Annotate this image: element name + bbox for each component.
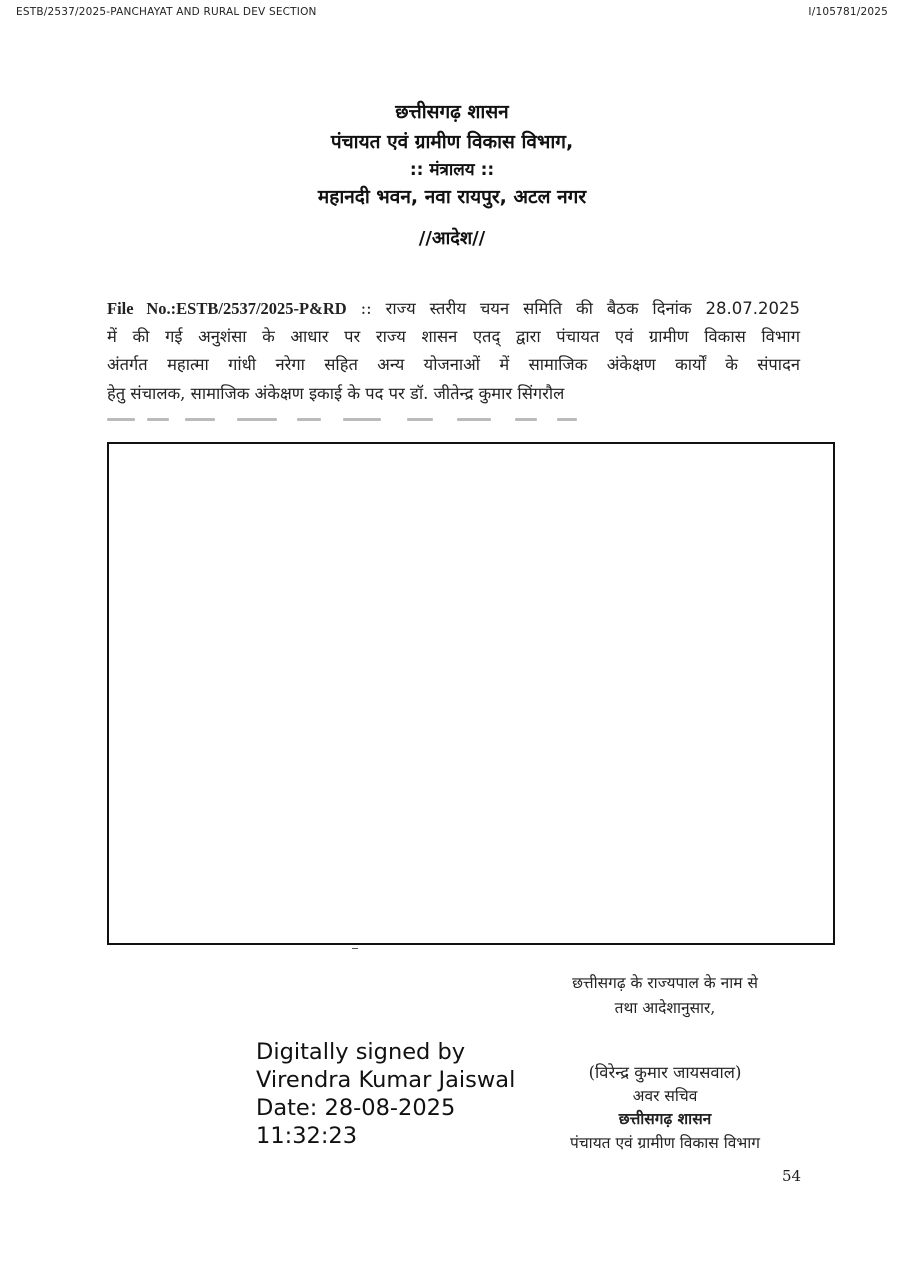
document-id-header: I/105781/2025 xyxy=(808,6,888,18)
ministry-title: :: मंत्रालय :: xyxy=(409,160,495,180)
order-body-line-1-text: :: राज्य स्तरीय चयन समिति की बैठक दिनांक xyxy=(346,299,706,318)
redaction-box xyxy=(107,442,835,945)
department-title: पंचायत एवं ग्रामीण विकास विभाग, xyxy=(330,131,574,153)
file-reference-header: ESTB/2537/2025-PANCHAYAT AND RURAL DEV SECTION xyxy=(16,6,317,18)
order-body-line-3: अंतर्गत महात्मा गांधी नरेगा सहित अन्य योजनाओं में सामाजिक अंकेक्षण कार्यों के संपादन xyxy=(107,355,800,374)
order-body-line-1 xyxy=(107,296,800,319)
order-body-line-2: में की गई अनुशंसा के आधार पर राज्य शासन एतद् द्वारा पंचायत एवं ग्रामीण विकास विभाग xyxy=(107,327,800,346)
text-fragment-mark xyxy=(352,945,358,949)
page-number: 54 xyxy=(782,1167,802,1185)
signatory-designation: अवर सचिव xyxy=(632,1087,698,1105)
signatory-department: पंचायत एवं ग्रामीण विकास विभाग xyxy=(570,1134,760,1152)
meeting-date: 28.07.2025 xyxy=(705,299,800,318)
govt-title: छत्तीसगढ़ शासन xyxy=(395,101,509,123)
signature-line-2: Virendra Kumar Jaiswal xyxy=(256,1067,516,1093)
file-number: File No.:ESTB/2537/2025-P&RD xyxy=(107,299,347,318)
digital-signature-stamp xyxy=(256,1038,515,1150)
address-line: महानदी भवन, नवा रायपुर, अटल नगर xyxy=(317,186,587,208)
faded-text-row xyxy=(107,412,587,430)
order-body-line-4: हेतु संचालक, सामाजिक अंकेक्षण इकाई के पद पर डॉ. जीतेन्द्र कुमार सिंगरौल xyxy=(107,384,565,403)
signature-line-4: 11:32:23 xyxy=(256,1123,358,1149)
signature-line-3: Date: 28-08-2025 xyxy=(256,1095,456,1121)
signatory-office: छत्तीसगढ़ शासन xyxy=(618,1109,712,1128)
order-title: //आदेश// xyxy=(418,228,486,249)
signatory-name: (विरेन्द्र कुमार जायसवाल) xyxy=(588,1063,742,1082)
governor-closing-line: छत्तीसगढ़ के राज्यपाल के नाम से xyxy=(572,974,758,992)
order-closing-line: तथा आदेशानुसार, xyxy=(614,999,716,1017)
signature-line-1: Digitally signed by xyxy=(256,1039,466,1065)
